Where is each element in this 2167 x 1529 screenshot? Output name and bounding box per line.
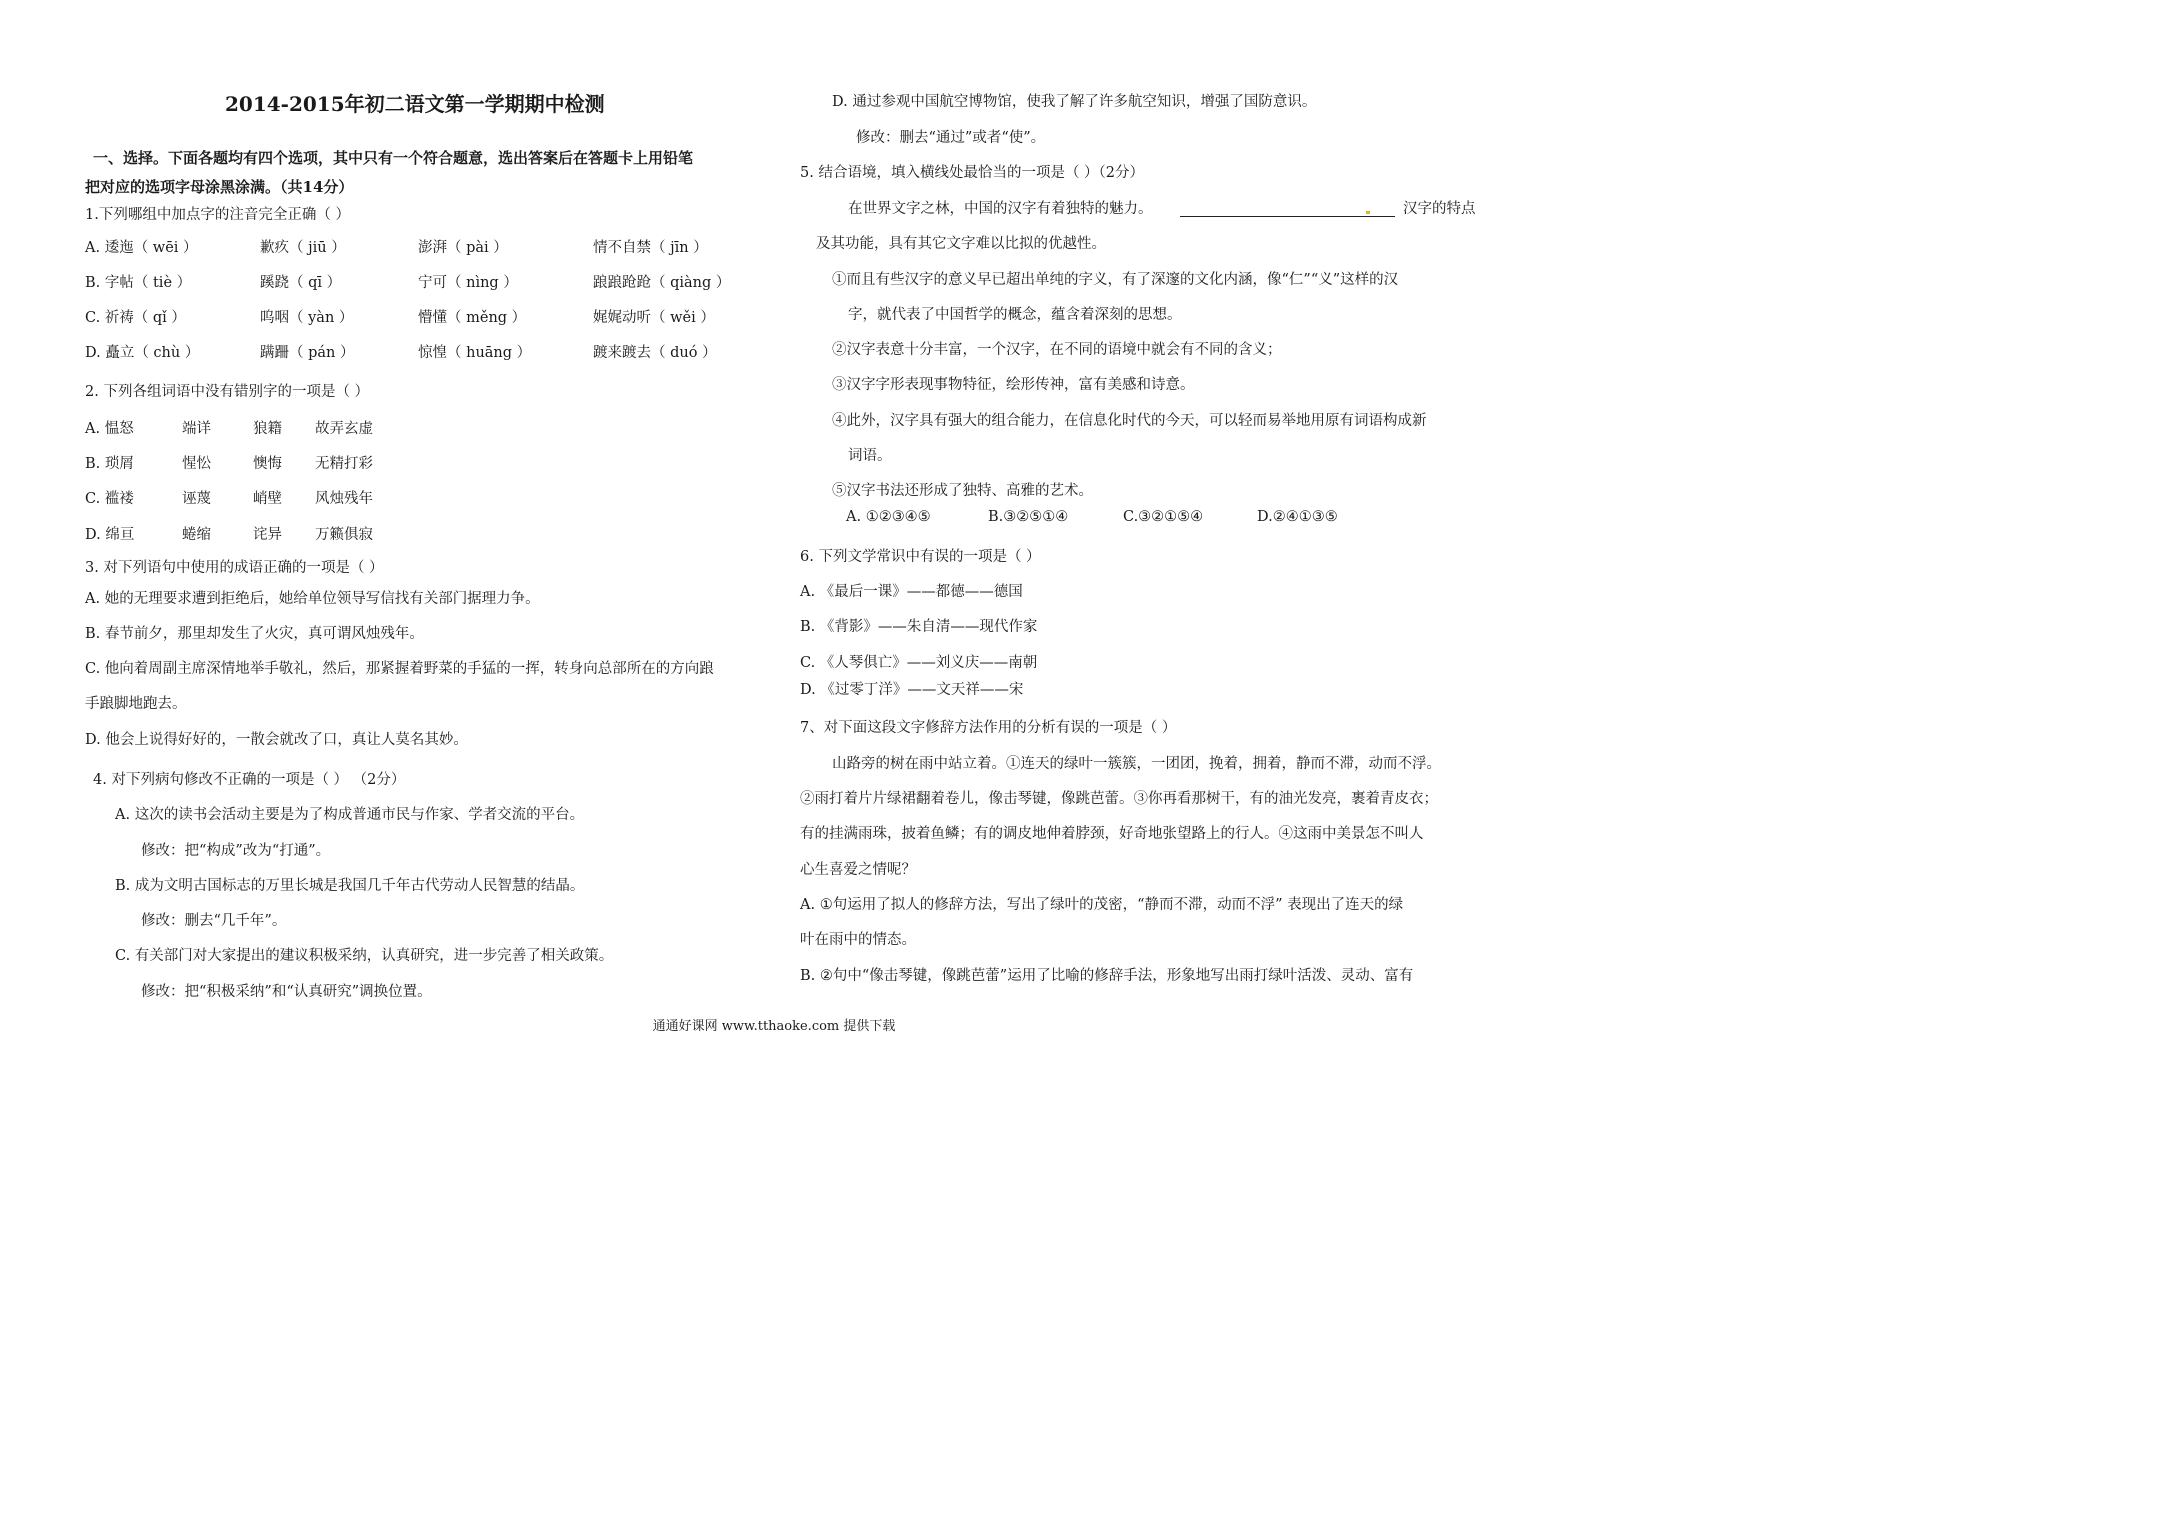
q4-option-a-fix: 修改：把“构成”改为“打通”。 (141, 843, 331, 859)
q1-b-1: B. 字帖（ tiè ） (85, 275, 192, 291)
q3-stem: 3. 对下列语句中使用的成语正确的一项是（ ） (85, 560, 384, 576)
q5-answer-blank (1180, 216, 1395, 217)
q1-a-4: 情不自禁（ jīn ） (593, 240, 708, 256)
q5-stem: 5. 结合语境，填入横线处最恰当的一项是（ ）（2分） (800, 165, 1145, 181)
q5-passage-line2: 及其功能，具有其它文字难以比拟的优越性。 (816, 236, 1106, 252)
q2-d-4: 万籁俱寂 (315, 527, 373, 543)
q6-option-d: D. 《过零丁洋》——文天祥——宋 (800, 682, 1024, 698)
q5-options (800, 509, 1490, 531)
q2-d-3: 诧异 (253, 527, 282, 543)
q6-option-b: B. 《背影》——朱自清——现代作家 (800, 619, 1038, 635)
q1-c-4: 娓娓动听（ wěi ） (593, 310, 715, 326)
q2-a-3: 狼籍 (253, 421, 282, 437)
q5-sentence-1b: 字，就代表了中国哲学的概念，蕴含着深刻的思想。 (848, 307, 1182, 323)
q1-b-3: 宁可（ nìng ） (418, 275, 518, 291)
q4-option-c: C. 有关部门对大家提出的建议积极采纳，认真研究，进一步完善了相关政策。 (115, 948, 614, 964)
q1-row-d (85, 341, 775, 363)
q4-option-d: D. 通过参观中国航空博物馆，使我了解了许多航空知识，增强了国防意识。 (832, 94, 1317, 110)
q2-b-4: 无精打彩 (315, 456, 373, 472)
q7-option-a-line1: A. ①句运用了拟人的修辞方法，写出了绿叶的茂密，“静而不滞，动而不浮” 表现出了连天的绿 (800, 897, 1404, 913)
q2-c-3: 峭壁 (253, 491, 282, 507)
q5-sentence-4b: 词语。 (848, 448, 892, 464)
q1-d-4: 踱来踱去（ duó ） (593, 345, 717, 361)
page-footer: 通通好课网 www.tthaoke.com 提供下载 (652, 1019, 896, 1034)
q2-c-2: 诬蔑 (182, 491, 211, 507)
q5-sentence-5: ⑤汉字书法还形成了独特、高雅的艺术。 (832, 483, 1093, 499)
q7-passage-line2: ②雨打着片片绿裙翻着卷儿，像击琴键，像跳芭蕾。③你再看那树干，有的油光发亮，裹着青皮衣； (800, 791, 1438, 807)
q2-c-1: C. 褴褛 (85, 491, 134, 507)
q3-option-c-line2: 手踉脚地跑去。 (85, 696, 187, 712)
q1-row-c (85, 306, 775, 328)
q2-b-1: B. 琐屑 (85, 456, 134, 472)
q3-option-b: B. 春节前夕，那里却发生了火灾，真可谓风烛残年。 (85, 626, 424, 642)
q4-option-d-fix: 修改：删去“通过”或者“使”。 (856, 130, 1046, 146)
q2-c-4: 风烛残年 (315, 491, 373, 507)
q5-option-a: A. ①②③④⑤ (846, 509, 931, 525)
q5-passage-line1-end: 汉字的特点 (1403, 201, 1476, 217)
q7-passage-line3: 有的挂满雨珠，披着鱼鳞；有的调皮地伸着脖颈，好奇地张望路上的行人。④这雨中美景怎不叫人 (800, 826, 1424, 842)
q2-a-2: 端详 (182, 421, 211, 437)
q3-option-d: D. 他会上说得好好的，一散会就改了口，真让人莫名其妙。 (85, 732, 468, 748)
q7-passage-line4: 心生喜爱之情呢？ (800, 862, 916, 878)
section-heading-line2: 把对应的选项字母涂黑涂满。（共14分） (85, 178, 354, 196)
q1-d-3: 惊惶（ huāng ） (418, 345, 532, 361)
q1-c-1: C. 祈祷（ qǐ ） (85, 310, 186, 326)
q2-row-c (85, 487, 775, 509)
q1-a-3: 澎湃（ pài ） (418, 240, 508, 256)
q5-sentence-3: ③汉字字形表现事物特征，绘形传神，富有美感和诗意。 (832, 377, 1195, 393)
q5-passage-line1: 在世界文字之林，中国的汉字有着独特的魅力。 (848, 201, 1153, 217)
q1-d-2: 蹒跚（ pán ） (260, 345, 355, 361)
q5-sentence-2: ②汉字表意十分丰富，一个汉字，在不同的语境中就会有不同的含义； (832, 342, 1282, 358)
q7-passage-line1: 山路旁的树在雨中站立着。①连天的绿叶一簇簇，一团团，挽着，拥着，静而不滞，动而不浮。 (832, 756, 1441, 772)
q2-row-d (85, 523, 775, 545)
q5-option-c: C.③②①⑤④ (1123, 509, 1204, 525)
q2-d-1: D. 绵亘 (85, 527, 135, 543)
q4-stem: 4. 对下列病句修改不正确的一项是（ ） （2分） (93, 772, 406, 788)
q2-a-4: 故弄玄虚 (315, 421, 373, 437)
q2-row-b (85, 452, 775, 474)
q5-option-d: D.②④①③⑤ (1257, 509, 1338, 525)
q2-a-1: A. 愠怒 (85, 421, 134, 437)
blank-mark (1366, 211, 1370, 214)
page-title: 2014-2015年初二语文第一学期期中检测 (225, 92, 605, 116)
q2-stem: 2. 下列各组词语中没有错别字的一项是（ ） (85, 384, 370, 400)
q1-row-a (85, 236, 775, 258)
q1-a-2: 歉疚（ jiū ） (260, 240, 346, 256)
q5-option-b: B.③②⑤①④ (988, 509, 1069, 525)
section-heading-line1: 一、选择。下面各题均有四个选项，其中只有一个符合题意，选出答案后在答题卡上用铅笔 (93, 149, 694, 167)
q2-row-a (85, 417, 775, 439)
q2-d-2: 蜷缩 (182, 527, 211, 543)
q1-b-4: 踉踉跄跄（ qiàng ） (593, 275, 731, 291)
q1-a-1: A. 逶迤（ wēi ） (85, 240, 198, 256)
q1-b-2: 蹊跷（ qī ） (260, 275, 342, 291)
q5-sentence-1a: ①而且有些汉字的意义早已超出单纯的字义，有了深邃的文化内涵，像“仁”“义”这样的汉 (832, 272, 1399, 288)
q1-d-1: D. 矗立（ chù ） (85, 345, 200, 361)
q4-option-b-fix: 修改：删去“几千年”。 (141, 913, 287, 929)
q6-option-a: A. 《最后一课》——都德——德国 (800, 584, 1023, 600)
q1-stem: 1.下列哪组中加点字的注音完全正确（ ） (85, 207, 350, 223)
q1-row-b (85, 271, 775, 293)
q6-stem: 6. 下列文学常识中有误的一项是（ ） (800, 549, 1041, 565)
q2-b-3: 懊悔 (253, 456, 282, 472)
q7-option-a-line2: 叶在雨中的情态。 (800, 932, 916, 948)
q7-stem: 7、对下面这段文字修辞方法作用的分析有误的一项是（ ） (800, 720, 1177, 736)
q4-option-c-fix: 修改：把“积极采纳”和“认真研究”调换位置。 (141, 984, 432, 1000)
q1-c-2: 呜咽（ yàn ） (260, 310, 354, 326)
q3-option-a: A. 她的无理要求遭到拒绝后，她给单位领导写信找有关部门据理力争。 (85, 591, 540, 607)
q5-sentence-4a: ④此外，汉字具有强大的组合能力，在信息化时代的今天，可以轻而易举地用原有词语构成新 (832, 413, 1427, 429)
q2-b-2: 惺忪 (182, 456, 211, 472)
q4-option-a: A. 这次的读书会活动主要是为了构成普通市民与作家、学者交流的平台。 (115, 807, 585, 823)
q4-option-b: B. 成为文明古国标志的万里长城是我国几千年古代劳动人民智慧的结晶。 (115, 878, 585, 894)
q6-option-c: C. 《人琴俱亡》——刘义庆——南朝 (800, 655, 1038, 671)
q3-option-c-line1: C. 他向着周副主席深情地举手敬礼，然后，那紧握着野菜的手猛的一挥，转身向总部所在的方向踉 (85, 661, 714, 677)
q7-option-b-line1: B. ②句中“像击琴键，像跳芭蕾”运用了比喻的修辞手法，形象地写出雨打绿叶活泼、灵动、富有 (800, 968, 1414, 984)
q1-c-3: 懵懂（ měng ） (418, 310, 527, 326)
